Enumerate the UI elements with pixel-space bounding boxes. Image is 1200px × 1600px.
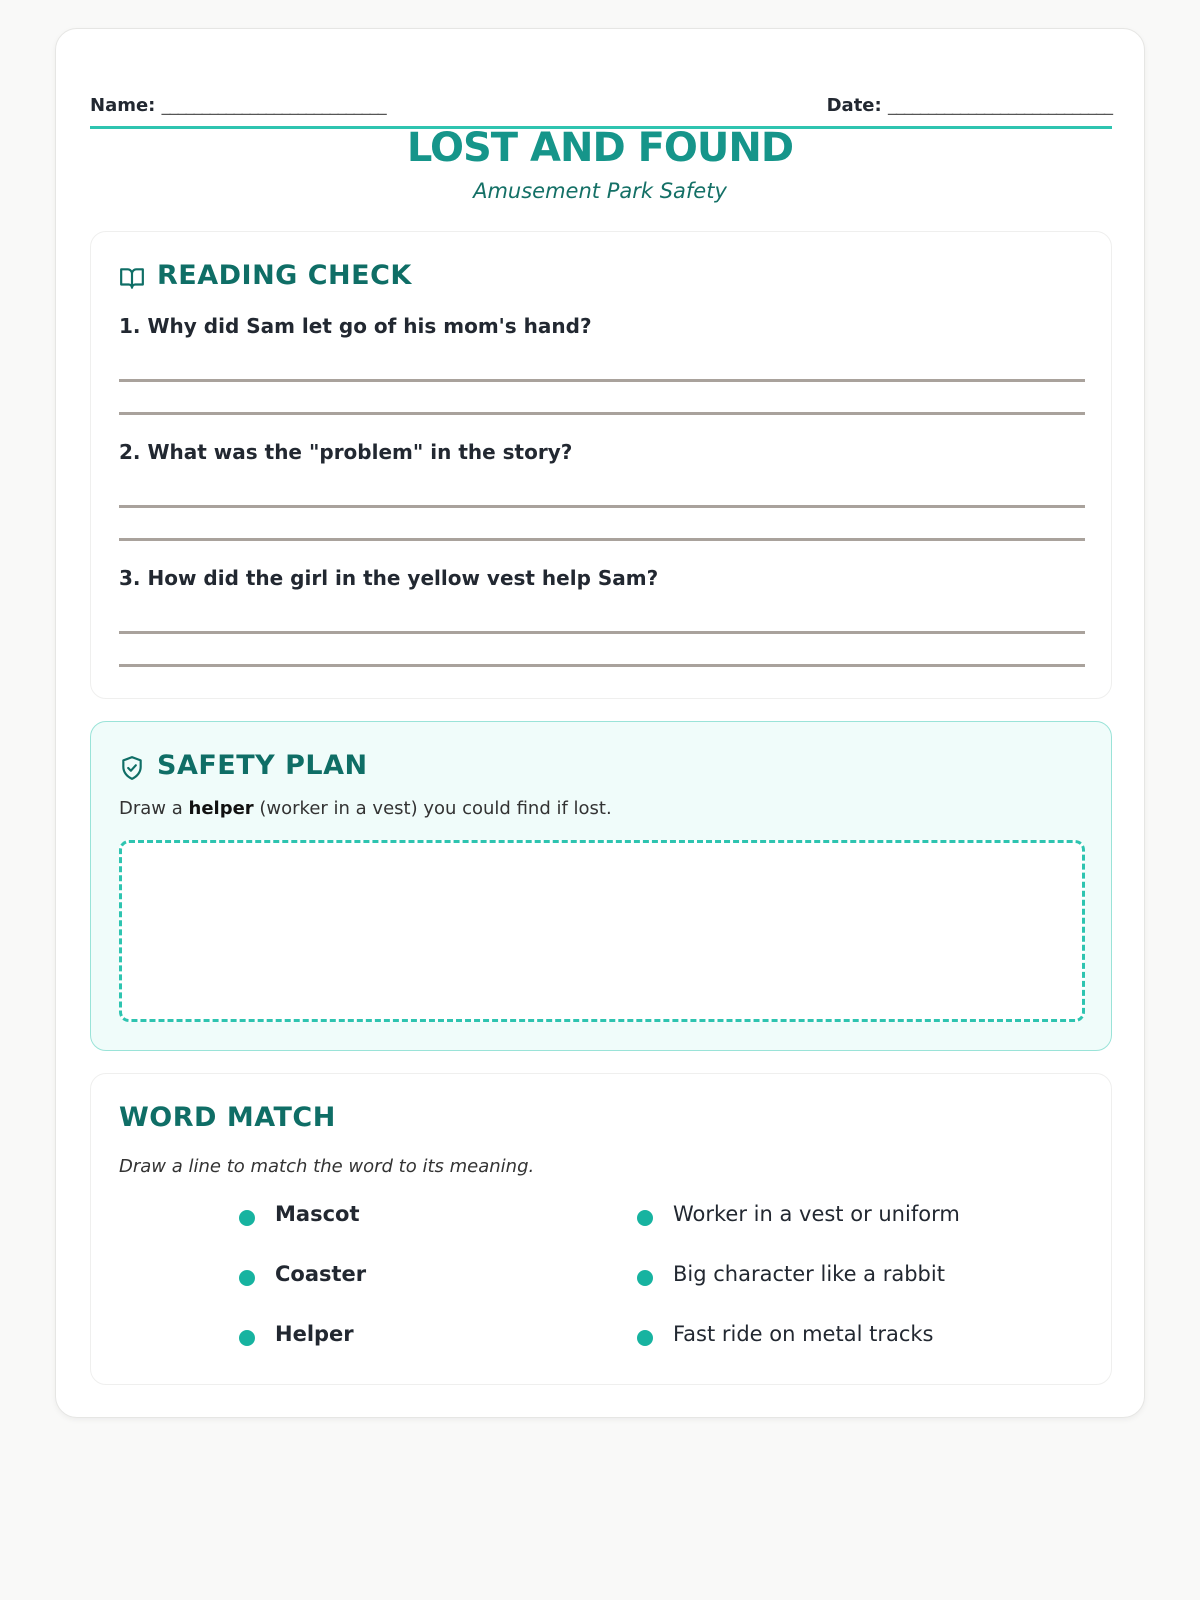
match-dot-word-1[interactable]	[239, 1210, 255, 1226]
match-dot-meaning-3[interactable]	[637, 1330, 653, 1346]
name-field[interactable]	[90, 95, 386, 116]
question-2: 2. What was the "problem" in the story?	[119, 440, 573, 464]
drawing-box[interactable]	[119, 840, 1085, 1022]
match-dot-meaning-1[interactable]	[637, 1210, 653, 1226]
answer-line-3a[interactable]	[119, 631, 1085, 634]
page-title: LOST AND FOUND	[406, 125, 794, 171]
safety-plan-title: SAFETY PLAN	[157, 750, 368, 781]
match-meaning-1: Worker in a vest or uniform	[673, 1202, 960, 1226]
helper-word: helper	[188, 798, 254, 819]
worksheet	[55, 28, 1145, 1418]
reading-check-section	[90, 231, 1112, 699]
match-dot-word-2[interactable]	[239, 1270, 255, 1286]
answer-line-2b[interactable]	[119, 538, 1085, 541]
match-meaning-2: Big character like a rabbit	[673, 1262, 945, 1286]
match-dot-word-3[interactable]	[239, 1330, 255, 1346]
shield-check-icon	[119, 755, 145, 781]
question-1: 1. Why did Sam let go of his mom's hand?	[119, 314, 592, 338]
match-word-1: Mascot	[275, 1202, 360, 1226]
answer-line-1a[interactable]	[119, 379, 1085, 382]
safety-plan-instruction: Draw a helper (worker in a vest) you could find if lost.	[119, 798, 612, 819]
match-meaning-3: Fast ride on metal tracks	[673, 1322, 934, 1346]
date-field[interactable]	[827, 95, 1112, 116]
word-match-instruction: Draw a line to match the word to its meaning.	[119, 1156, 535, 1177]
answer-line-3b[interactable]	[119, 664, 1085, 667]
safety-plan-section	[90, 721, 1112, 1051]
match-word-2: Coaster	[275, 1262, 367, 1286]
page-subtitle: Amusement Park Safety	[473, 179, 727, 203]
date-line: ____________________________	[888, 95, 1112, 116]
name-line: ____________________________	[161, 95, 386, 116]
name-label: Name:	[90, 95, 156, 116]
answer-line-2a[interactable]	[119, 505, 1085, 508]
match-word-3: Helper	[275, 1322, 354, 1346]
word-match-title: WORD MATCH	[119, 1102, 336, 1133]
answer-line-1b[interactable]	[119, 412, 1085, 415]
reading-check-title: READING CHECK	[157, 260, 412, 291]
date-label: Date:	[826, 95, 882, 116]
book-open-icon	[119, 265, 145, 291]
question-3: 3. How did the girl in the yellow vest help Sam?	[119, 566, 659, 590]
word-match-section	[90, 1073, 1112, 1385]
match-dot-meaning-2[interactable]	[637, 1270, 653, 1286]
worksheet-header	[90, 65, 1112, 129]
